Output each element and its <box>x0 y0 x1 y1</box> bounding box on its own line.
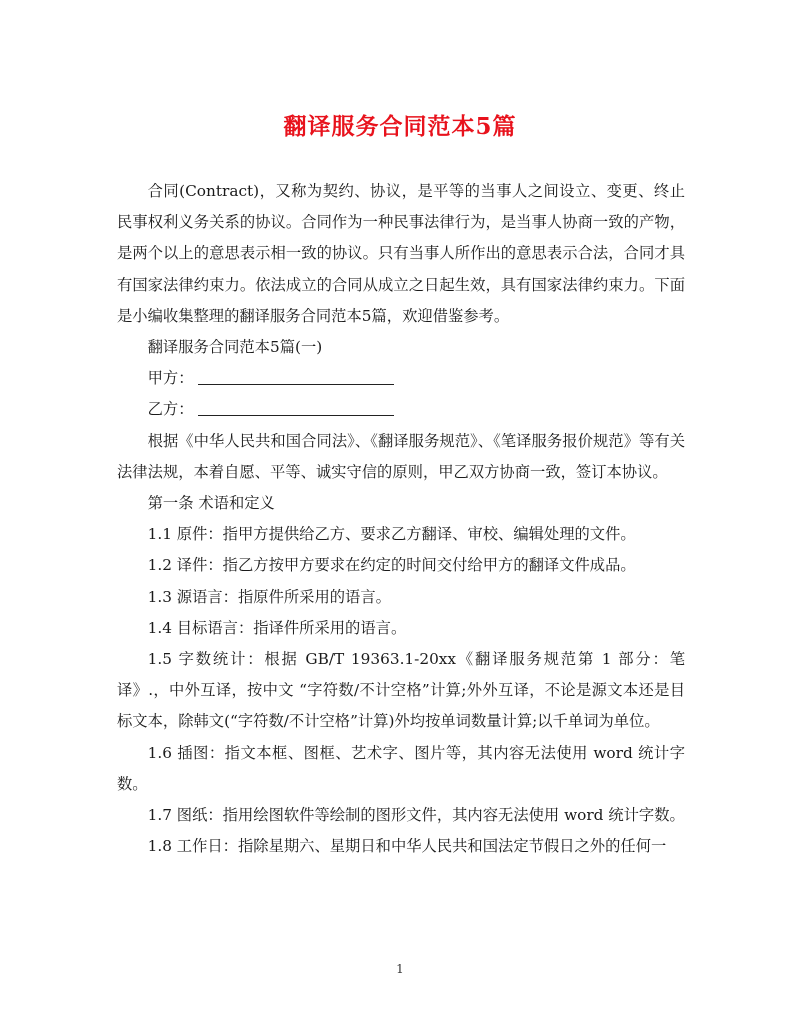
clause-1-1: 1.1 原件：指甲方提供给乙方、要求乙方翻译、审校、编辑处理的文件。 <box>147 525 636 544</box>
document-body <box>117 176 685 862</box>
article-1-heading: 第一条 术语和定义 <box>147 494 275 513</box>
clause-1-8: 1.8 工作日：指除星期六、星期日和中华人民共和国法定节假日之外的任何一 <box>147 837 667 856</box>
page-number: 1 <box>396 962 404 976</box>
section-heading: 翻译服务合同范本5篇(一) <box>147 338 323 357</box>
party-a-blank <box>198 366 394 385</box>
party-a-line <box>117 363 685 394</box>
party-a-label: 甲方： <box>147 369 194 388</box>
intro-paragraph: 合同(Contract)，又称为契约、协议，是平等的当事人之间设立、变更、终止民事权利义务关系的协议。合同作为一种民事法律行为，是当事人协商一致的产物，是两个以上的意思表示相一致的协议。只有当事人所作出的意思表示合法，合同才具有国家法律约束力。依法成立的合同从成立之日起生效，具有国家法律约束力。下面是小编收集整理的翻译服务合同范本5篇，欢迎借鉴参考。 <box>117 182 685 325</box>
clause-1-4: 1.4 目标语言：指译件所采用的语言。 <box>147 618 407 637</box>
party-b-blank <box>198 397 394 416</box>
clause-1-6: 1.6 插图：指文本框、图框、艺术字、图片等，其内容无法使用 word 统计字数。 <box>117 743 685 793</box>
party-b-label: 乙方： <box>147 400 194 419</box>
clause-1-7: 1.7 图纸：指用绘图软件等绘制的图形文件，其内容无法使用 word 统计字数。 <box>147 806 685 825</box>
preamble-paragraph: 根据《中华人民共和国合同法》、《翻译服务规范》、《笔译服务报价规范》等有关法律法规，本着自愿、平等、诚实守信的原则，甲乙双方协商一致，签订本协议。 <box>117 431 685 481</box>
party-b-line <box>117 394 685 425</box>
clause-1-3: 1.3 源语言：指原件所采用的语言。 <box>147 587 391 606</box>
clause-1-2: 1.2 译件：指乙方按甲方要求在约定的时间交付给甲方的翻译文件成品。 <box>147 556 636 575</box>
document-title: 翻译服务合同范本5篇 <box>283 113 517 140</box>
clause-1-5: 1.5 字数统计：根据 GB/T 19363.1-20xx《翻译服务规范第 1 部分：笔译》.，中外互译，按中文 “字符数/不计空格”计算;外外互译，不论是源文本还是目标文本，除韩文(“字符数/不计空格”计算)外均按单词数量计算;以千单词为单位。 <box>117 650 685 731</box>
